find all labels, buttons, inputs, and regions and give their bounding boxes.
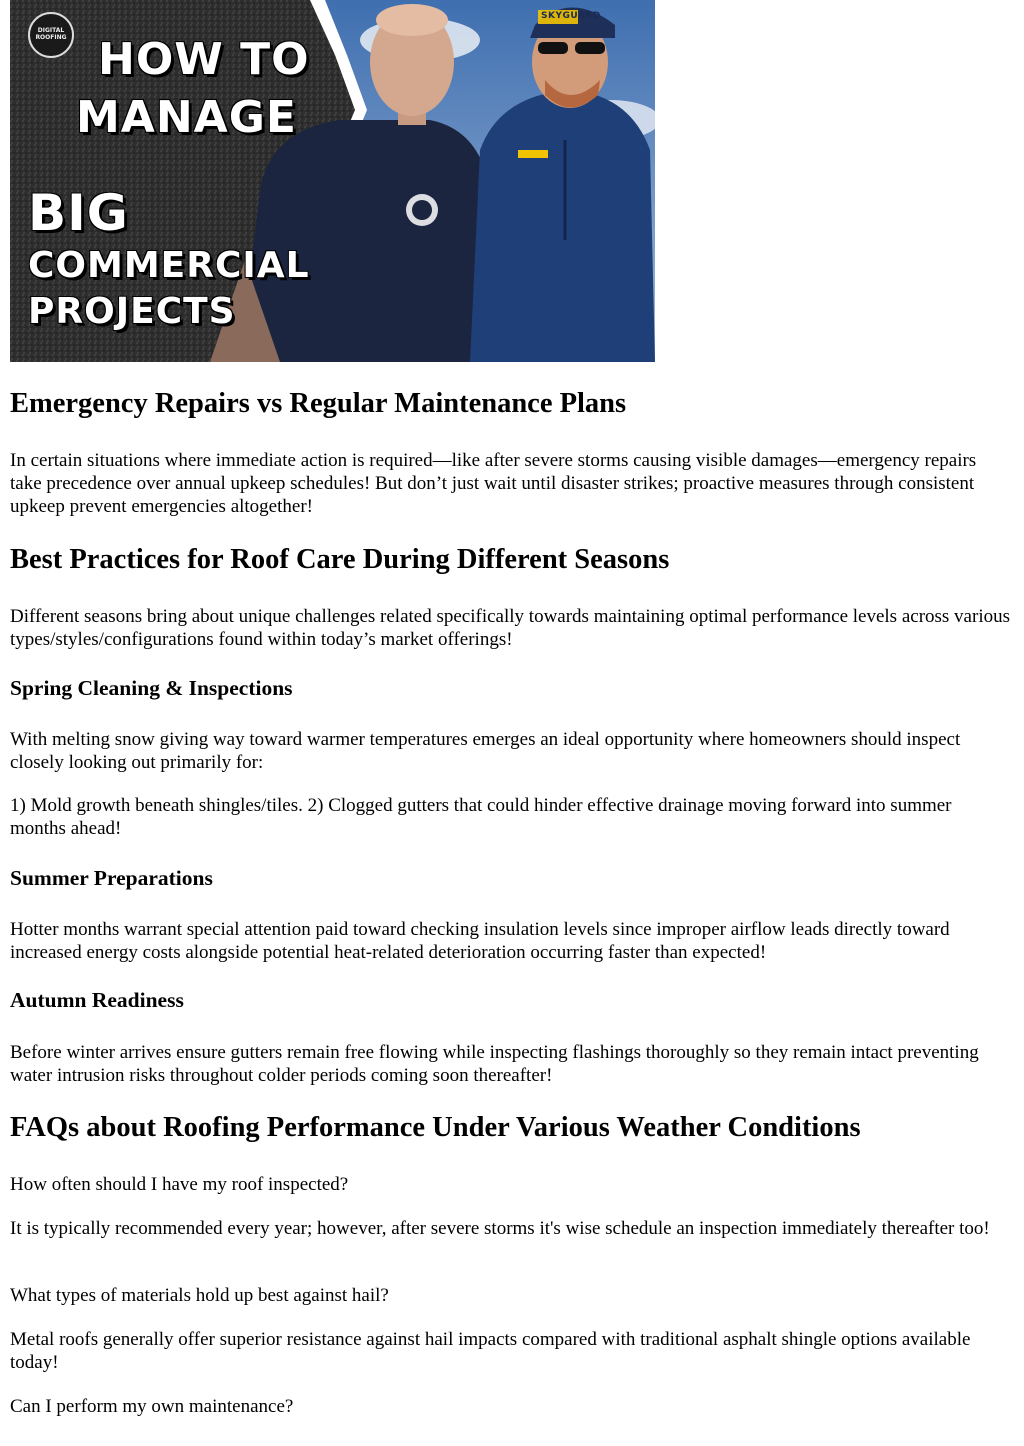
- paragraph-summer: Hotter months warrant special attention paid toward checking insulation levels since improper airflow leads directly toward increased energy costs alongside potential heat-related deterioration occurring faster than expected!: [10, 919, 950, 963]
- faq-question: How often should I have my roof inspected?: [10, 1174, 349, 1195]
- hero-title-line-2: MANAGE: [76, 92, 297, 143]
- paragraph-spring-list: 1) Mold growth beneath shingles/tiles. 2) Clogged gutters that could hinder effective drainage moving forward into summer months ahead!: [10, 795, 952, 839]
- hero-title-line-4: COMMERCIAL: [28, 245, 310, 286]
- hero-title-line-1: HOW TO: [98, 34, 310, 85]
- paragraph-autumn: Before winter arrives ensure gutters remain free flowing while inspecting flashings thoroughly so they remain intact preventing water intrusion risks throughout colder periods coming soon thereafter!: [10, 1042, 979, 1086]
- paragraph-seasonal-care: Different seasons bring about unique challenges related specifically towards maintaining optimal performance levels across various types/styles/configurations found within today’s market offerings!: [10, 606, 1010, 650]
- cap-logo-text: SKYGUARD: [541, 11, 601, 21]
- heading-summer: Summer Preparations: [10, 866, 213, 890]
- heading-autumn: Autumn Readiness: [10, 988, 184, 1012]
- logo-text: DIGITAL ROOFING: [35, 27, 67, 41]
- hero-title-line-5: PROJECTS: [28, 291, 236, 332]
- heading-emergency-repairs: Emergency Repairs vs Regular Maintenance Plans: [10, 388, 627, 419]
- faq-question: Can I perform my own maintenance?: [10, 1396, 294, 1417]
- hero-title-line-3: BIG: [28, 184, 129, 242]
- paragraph-emergency-repairs: In certain situations where immediate action is required—like after severe storms causing visible damages—emergency repairs take precedence over annual upkeep schedules! But don’t just wait until disaster strikes; proactive measures through consistent upkeep prevent emergencies altogether!: [10, 450, 977, 517]
- heading-faq: FAQs about Roofing Performance Under Various Weather Conditions: [10, 1112, 861, 1143]
- heading-spring: Spring Cleaning & Inspections: [10, 676, 293, 700]
- heading-seasonal-care: Best Practices for Roof Care During Different Seasons: [10, 544, 670, 575]
- hero-thumbnail: [10, 0, 655, 362]
- faq-question: What types of materials hold up best against hail?: [10, 1285, 389, 1306]
- digital-roofing-logo: [28, 12, 74, 58]
- faq-answer: It is typically recommended every year; however, after severe storms it's wise schedule an inspection immediately thereafter too!: [10, 1218, 990, 1239]
- paragraph-spring: With melting snow giving way toward warmer temperatures emerges an ideal opportunity where homeowners should inspect closely looking out primarily for:: [10, 729, 961, 773]
- faq-answer: Metal roofs generally offer superior resistance against hail impacts compared with traditional asphalt shingle options available today!: [10, 1329, 971, 1373]
